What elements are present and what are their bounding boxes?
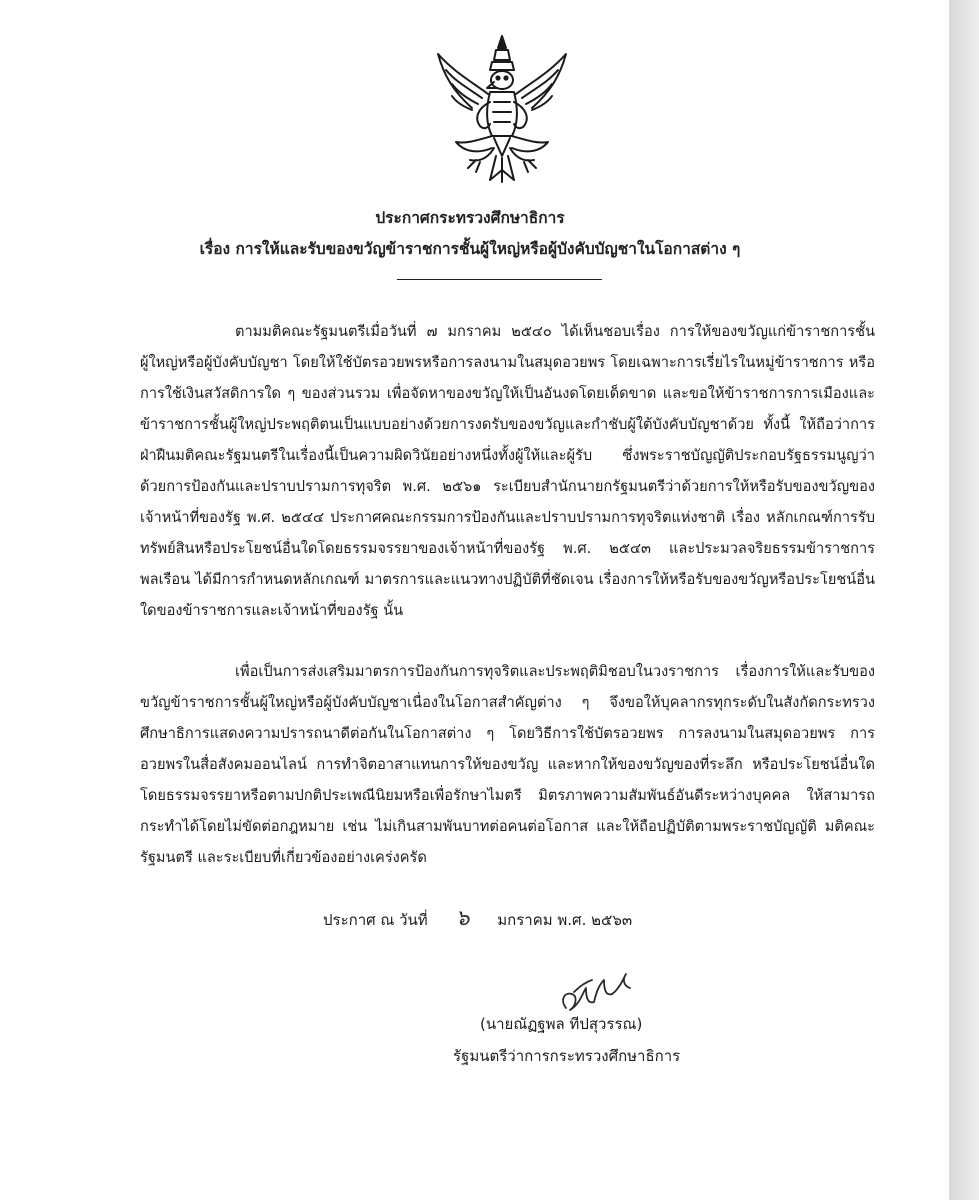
title-divider: [397, 279, 602, 280]
announcement-prefix: ประกาศ ณ วันที่: [323, 911, 428, 929]
garuda-emblem-icon: [432, 32, 572, 188]
document-title: ประกาศกระทรวงศึกษาธิการ: [375, 209, 565, 227]
background-edge: [949, 0, 979, 1200]
body-paragraph-1: ตามมติคณะรัฐมนตรีเมื่อวันที่ ๗ มกราคม ๒๕๔๐ ได้เห็นชอบเรื่อง การให้ของขวัญแก่ข้าราชการชั้นผู้ใหญ่หรือผู้บังคับบัญชา โดยให้ใช้บัตรอวยพรหรือการลงนามในสมุดอวยพร โดยเฉพาะการเรี่ยไรในหมู่ข้าราชการ หรือการใช้เงินสวัสดิการใด ๆ ของส่วนรวม เพื่อจัดหาของขวัญให้เป็นอันงดโดยเด็ดขาด และขอให้ข้าราชการการเมืองและข้าราชการชั้นผู้ใหญ่ประพฤติตนเป็นแบบอย่างด้วยการงดรับของขวัญและกำชับผู้ใต้บังคับบัญชาด้วย ทั้งนี้ ให้ถือว่าการฝ่าฝืนมติคณะรัฐมนตรีในเรื่องนี้เป็นความผิดวินัยอย่างหนึ่งทั้งผู้ให้และผู้รับ ซึ่งพระราชบัญญัติประกอบรัฐธรรมนูญว่าด้วยการป้องกันและปราบปรามการทุจริต พ.ศ. ๒๕๖๑ ระเบียบสำนักนายกรัฐมนตรีว่าด้วยการให้หรือรับของขวัญของเจ้าหน้าที่ของรัฐ พ.ศ. ๒๕๔๔ ประกาศคณะกรรมการป้องกันและปราบปรามการทุจริตแห่งชาติ เรื่อง หลักเกณฑ์การรับทรัพย์สินหรือประโยชน์อื่นใดโดยธรรมจรรยาของเจ้าหน้าที่ของรัฐ พ.ศ. ๒๕๔๓ และประมวลจริยธรรมข้าราชการพลเรือน ได้มีการกำหนดหลักเกณฑ์ มาตรการและแนวทางปฏิบัติที่ชัดเจน เรื่องการให้หรือรับของขวัญหรือประโยชน์อื่นใดของข้าราชการและเจ้าหน้าที่ของรัฐ นั้น: [140, 323, 875, 619]
announcement-day: ๖: [455, 906, 470, 931]
document-subject: เรื่อง การให้และรับของขวัญข้าราชการชั้นผู้ใหญ่หรือผู้บังคับบัญชาในโอกาสต่าง ๆ: [199, 240, 741, 258]
announcement-date: [323, 900, 632, 935]
signer-position: รัฐมนตรีว่าการกระทรวงศึกษาธิการ: [453, 1047, 681, 1065]
signer-name: (นายณัฏฐพล ทีปสุวรรณ): [480, 1015, 643, 1033]
announcement-month-year: มกราคม พ.ศ. ๒๕๖๓: [497, 911, 633, 929]
body-paragraph-2: เพื่อเป็นการส่งเสริมมาตรการป้องกันการทุจริตและประพฤติมิชอบในวงราชการ เรื่องการให้และรับของขวัญข้าราชการชั้นผู้ใหญ่หรือผู้บังคับบัญชาเนื่องในโอกาสสำคัญต่าง ๆ จึงขอให้บุคลากรทุกระดับในสังกัดกระทรวงศึกษาธิการแสดงความปรารถนาดีต่อกันในโอกาสต่าง ๆ โดยวิธีการใช้บัตรอวยพร การลงนามในสมุดอวยพร การอวยพรในสื่อสังคมออนไลน์ การทำจิตอาสาแทนการให้ของขวัญ และหากให้ของขวัญของที่ระลึก หรือประโยชน์อื่นใดโดยธรรมจรรยาหรือตามปกติประเพณีนิยมหรือเพื่อรักษาไมตรี มิตรภาพความสัมพันธ์อันดีระหว่างบุคคล ให้สามารถกระทำได้โดยไม่ขัดต่อกฎหมาย เช่น ไม่เกินสามพันบาทต่อคนต่อโอกาส และให้ถือปฏิบัติตามพระราชบัญญัติ มติคณะรัฐมนตรี และระเบียบที่เกี่ยวข้องอย่างเคร่งครัด: [140, 663, 875, 866]
